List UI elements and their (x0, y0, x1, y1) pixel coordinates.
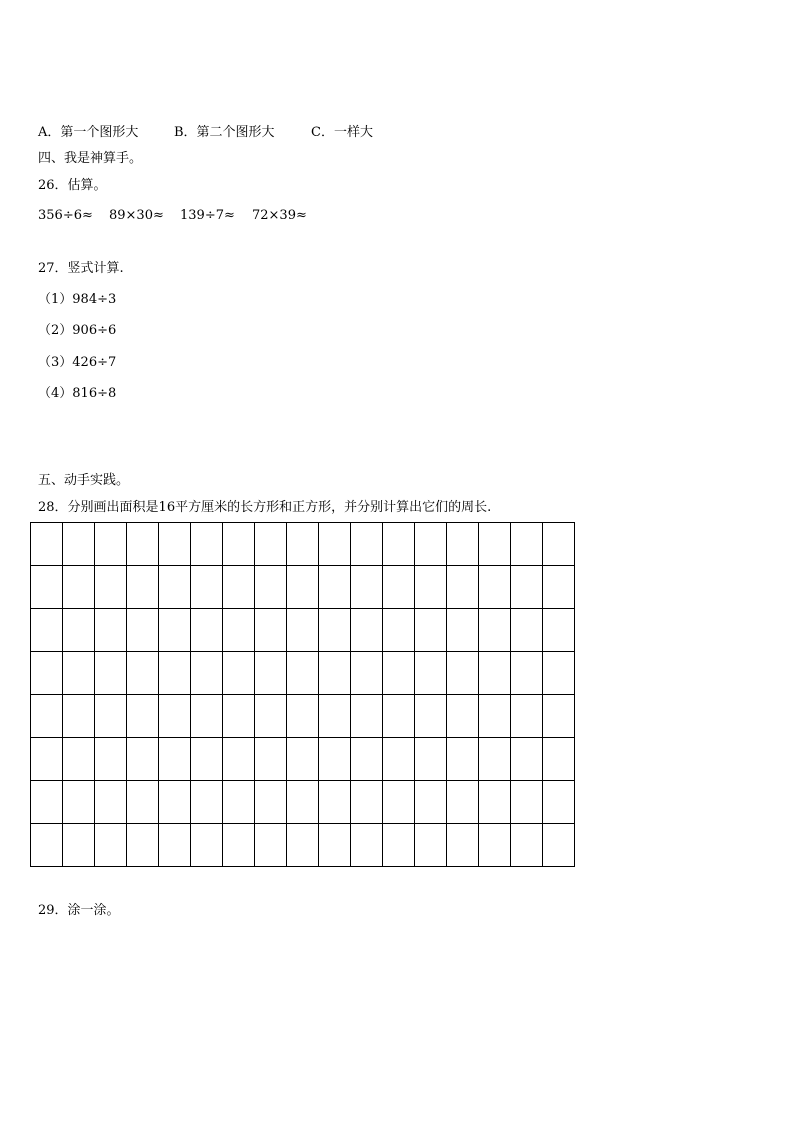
grid-cell (511, 695, 543, 738)
grid-cell (383, 652, 415, 695)
grid-cell (31, 652, 63, 695)
question-29-title: 29．涂一涂。 (38, 903, 120, 918)
grid-cell (95, 566, 127, 609)
grid-cell (191, 781, 223, 824)
grid-cell (543, 609, 575, 652)
grid-cell (255, 781, 287, 824)
grid-row (31, 523, 575, 566)
grid-cell (511, 824, 543, 867)
calc-item: （3）426÷7 (38, 355, 117, 370)
grid-cell (95, 652, 127, 695)
grid-cell (63, 695, 95, 738)
question-27-title: 27．竖式计算. (38, 261, 124, 276)
grid-cell (95, 738, 127, 781)
grid-cell (255, 566, 287, 609)
grid-cell (319, 695, 351, 738)
grid-cell (319, 824, 351, 867)
grid-row (31, 695, 575, 738)
grid-cell (159, 824, 191, 867)
grid-cell (479, 738, 511, 781)
grid-cell (447, 824, 479, 867)
grid-cell (447, 652, 479, 695)
grid-cell (127, 523, 159, 566)
grid-cell (511, 738, 543, 781)
grid-cell (191, 695, 223, 738)
grid-cell (63, 781, 95, 824)
grid-cell (223, 652, 255, 695)
grid-cell (415, 609, 447, 652)
grid-cell (319, 609, 351, 652)
grid-cell (31, 824, 63, 867)
grid-cell (63, 523, 95, 566)
grid-cell (287, 738, 319, 781)
grid-cell (223, 609, 255, 652)
grid-cell (383, 566, 415, 609)
grid-cell (127, 738, 159, 781)
grid-cell (255, 652, 287, 695)
grid-row (31, 781, 575, 824)
grid-cell (63, 566, 95, 609)
grid-cell (511, 566, 543, 609)
question-26-title: 26．估算。 (38, 178, 107, 193)
grid-cell (159, 609, 191, 652)
grid-cell (159, 566, 191, 609)
grid-cell (63, 738, 95, 781)
grid-cell (543, 566, 575, 609)
grid-cell (479, 695, 511, 738)
grid-cell (383, 523, 415, 566)
grid-cell (543, 523, 575, 566)
grid-cell (191, 523, 223, 566)
grid-cell (31, 738, 63, 781)
estimate-item: 89×30≈ (109, 208, 164, 223)
grid-cell (95, 824, 127, 867)
grid-cell (95, 523, 127, 566)
grid-cell (383, 695, 415, 738)
grid-cell (447, 781, 479, 824)
drawing-grid (30, 522, 575, 867)
grid-cell (191, 609, 223, 652)
option-c: C．一样大 (311, 125, 373, 140)
grid-cell (415, 824, 447, 867)
question-28-title: 28．分别画出面积是16平方厘米的长方形和正方形，并分别计算出它们的周长. (38, 500, 492, 515)
grid-cell (287, 609, 319, 652)
grid-cell (543, 738, 575, 781)
section-5-heading: 五、动手实践。 (38, 473, 130, 488)
grid-cell (95, 781, 127, 824)
option-b: B．第二个图形大 (174, 125, 275, 140)
grid-cell (95, 695, 127, 738)
grid-cell (287, 652, 319, 695)
grid-cell (159, 781, 191, 824)
grid-row (31, 738, 575, 781)
grid-cell (479, 652, 511, 695)
grid-cell (543, 695, 575, 738)
grid-cell (351, 824, 383, 867)
grid-cell (319, 523, 351, 566)
grid-cell (255, 695, 287, 738)
grid-cell (223, 566, 255, 609)
grid-cell (511, 652, 543, 695)
grid-cell (255, 738, 287, 781)
calc-item: （1）984÷3 (38, 292, 117, 307)
grid-cell (63, 824, 95, 867)
grid-cell (191, 824, 223, 867)
grid-cell (159, 738, 191, 781)
grid-cell (447, 738, 479, 781)
grid-cell (31, 609, 63, 652)
grid-cell (63, 609, 95, 652)
grid-cell (351, 566, 383, 609)
grid-cell (351, 523, 383, 566)
grid-cell (31, 695, 63, 738)
grid-cell (479, 609, 511, 652)
grid-cell (447, 609, 479, 652)
estimate-item: 356÷6≈ (38, 208, 93, 223)
grid-cell (127, 824, 159, 867)
grid-cell (255, 609, 287, 652)
grid-cell (511, 609, 543, 652)
grid-cell (31, 781, 63, 824)
grid-cell (447, 566, 479, 609)
section-4-heading: 四、我是神算手。 (38, 151, 143, 166)
grid-cell (415, 523, 447, 566)
grid-cell (223, 695, 255, 738)
grid-cell (479, 781, 511, 824)
grid-cell (415, 566, 447, 609)
grid-cell (319, 738, 351, 781)
grid-cell (287, 824, 319, 867)
calc-item: （4）816÷8 (38, 386, 117, 401)
grid-cell (31, 523, 63, 566)
grid-cell (543, 652, 575, 695)
grid-cell (383, 824, 415, 867)
grid-cell (255, 523, 287, 566)
grid-cell (223, 781, 255, 824)
grid-cell (511, 523, 543, 566)
grid-cell (127, 566, 159, 609)
grid-cell (223, 824, 255, 867)
grid-cell (351, 609, 383, 652)
grid-cell (543, 824, 575, 867)
grid-cell (287, 566, 319, 609)
grid-cell (127, 652, 159, 695)
grid-cell (191, 652, 223, 695)
grid-cell (383, 609, 415, 652)
grid-cell (255, 824, 287, 867)
grid-cell (479, 566, 511, 609)
grid-cell (127, 695, 159, 738)
grid-row (31, 566, 575, 609)
grid-cell (223, 523, 255, 566)
grid-cell (159, 652, 191, 695)
grid-cell (319, 781, 351, 824)
answer-options (38, 125, 373, 141)
grid-row (31, 609, 575, 652)
grid-cell (415, 781, 447, 824)
grid-cell (287, 695, 319, 738)
grid-cell (95, 609, 127, 652)
grid-cell (191, 566, 223, 609)
estimation-items (38, 208, 307, 224)
grid-cell (447, 523, 479, 566)
grid-cell (447, 695, 479, 738)
grid-cell (319, 566, 351, 609)
grid-cell (223, 738, 255, 781)
grid-cell (287, 781, 319, 824)
grid-cell (511, 781, 543, 824)
grid-cell (543, 781, 575, 824)
estimate-item: 72×39≈ (252, 208, 307, 223)
grid-cell (415, 738, 447, 781)
option-a: A．第一个图形大 (38, 125, 139, 140)
grid-cell (159, 523, 191, 566)
calc-item: （2）906÷6 (38, 323, 117, 338)
grid-cell (287, 523, 319, 566)
estimate-item: 139÷7≈ (180, 208, 235, 223)
grid-cell (63, 652, 95, 695)
grid-cell (479, 824, 511, 867)
grid-row (31, 824, 575, 867)
grid-cell (351, 695, 383, 738)
grid-cell (31, 566, 63, 609)
grid-cell (383, 781, 415, 824)
grid-cell (319, 652, 351, 695)
grid-cell (351, 781, 383, 824)
grid-cell (351, 652, 383, 695)
grid-cell (127, 609, 159, 652)
grid-cell (127, 781, 159, 824)
grid-cell (351, 738, 383, 781)
grid-cell (383, 738, 415, 781)
grid-cell (415, 695, 447, 738)
grid-row (31, 652, 575, 695)
grid-cell (479, 523, 511, 566)
grid-cell (415, 652, 447, 695)
grid-cell (191, 738, 223, 781)
grid-cell (159, 695, 191, 738)
